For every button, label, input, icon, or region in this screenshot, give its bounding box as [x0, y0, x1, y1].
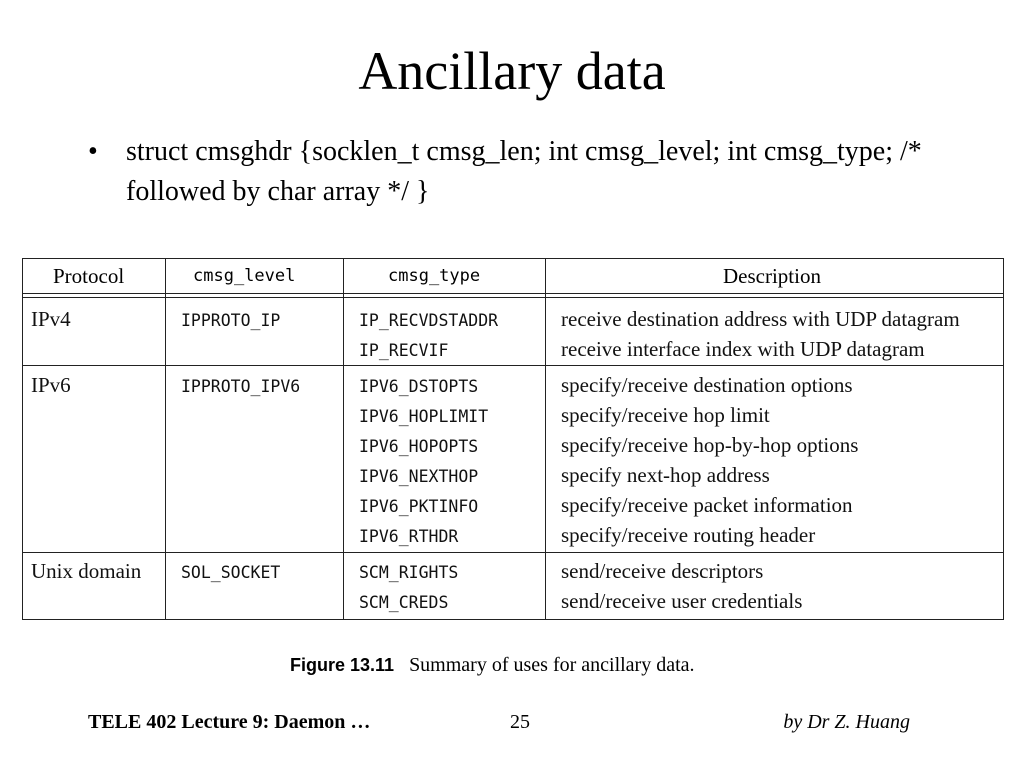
type-cell: IPV6_PKTINFO [359, 497, 479, 516]
level-unix-domain: SOL_SOCKET [181, 563, 281, 582]
type-cell: IP_RECVIF [359, 341, 449, 360]
desc-cell: specify/receive packet information [561, 493, 853, 517]
level-ipv4: IPPROTO_IP [181, 311, 281, 330]
figure-label: Figure 13.11 [290, 655, 395, 675]
desc-cell: specify/receive hop-by-hop options [561, 433, 859, 457]
type-cell: IPV6_HOPOPTS [359, 437, 479, 456]
ancillary-data-table [22, 258, 1004, 620]
header-cmsg-type: cmsg_type [388, 266, 481, 286]
desc-cell: receive destination address with UDP datagram [561, 307, 960, 331]
bullet-text: struct cmsghdr {socklen_t cmsg_len; int cmsg_level; int cmsg_type; /* followed by char array */ } [126, 136, 922, 207]
header-cmsg-level: cmsg_level [193, 266, 296, 286]
group-divider-ipv6 [23, 552, 1003, 553]
slide-title: Ancillary data [358, 41, 666, 101]
type-cell: IPV6_NEXTHOP [359, 467, 479, 486]
type-cell: IPV6_DSTOPTS [359, 377, 479, 396]
level-ipv6: IPPROTO_IPV6 [181, 377, 301, 396]
header-rule-bottom [23, 297, 1003, 298]
header-description: Description [723, 264, 821, 288]
desc-cell: send/receive user credentials [561, 589, 803, 613]
desc-cell: specify/receive routing header [561, 523, 816, 547]
figure-caption-text: Summary of uses for ancillary data. [409, 654, 695, 676]
desc-cell: receive interface index with UDP datagram [561, 337, 925, 361]
desc-cell: specify/receive hop limit [561, 403, 770, 427]
header-protocol: Protocol [53, 264, 125, 288]
desc-cell: specify next-hop address [561, 463, 770, 487]
group-divider-ipv4 [23, 365, 1003, 366]
desc-cell: specify/receive destination options [561, 373, 853, 397]
type-cell: SCM_CREDS [359, 593, 449, 612]
footer-page-number: 25 [510, 711, 530, 733]
figure-caption [290, 651, 695, 679]
footer-author: by Dr Z. Huang [783, 711, 910, 733]
column-divider-3 [545, 259, 546, 619]
column-divider-1 [165, 259, 166, 619]
header-rule-top [23, 293, 1003, 294]
type-cell: IP_RECVDSTADDR [359, 311, 499, 330]
column-divider-2 [343, 259, 344, 619]
protocol-ipv6: IPv6 [31, 373, 71, 397]
protocol-unix-domain: Unix domain [31, 559, 142, 583]
type-cell: SCM_RIGHTS [359, 563, 459, 582]
type-cell: IPV6_RTHDR [359, 527, 459, 546]
footer-lecture-title: TELE 402 Lecture 9: Daemon … [88, 711, 371, 733]
bullet-marker: • [88, 136, 98, 167]
type-cell: IPV6_HOPLIMIT [359, 407, 489, 426]
desc-cell: send/receive descriptors [561, 559, 764, 583]
protocol-ipv4: IPv4 [31, 307, 71, 331]
